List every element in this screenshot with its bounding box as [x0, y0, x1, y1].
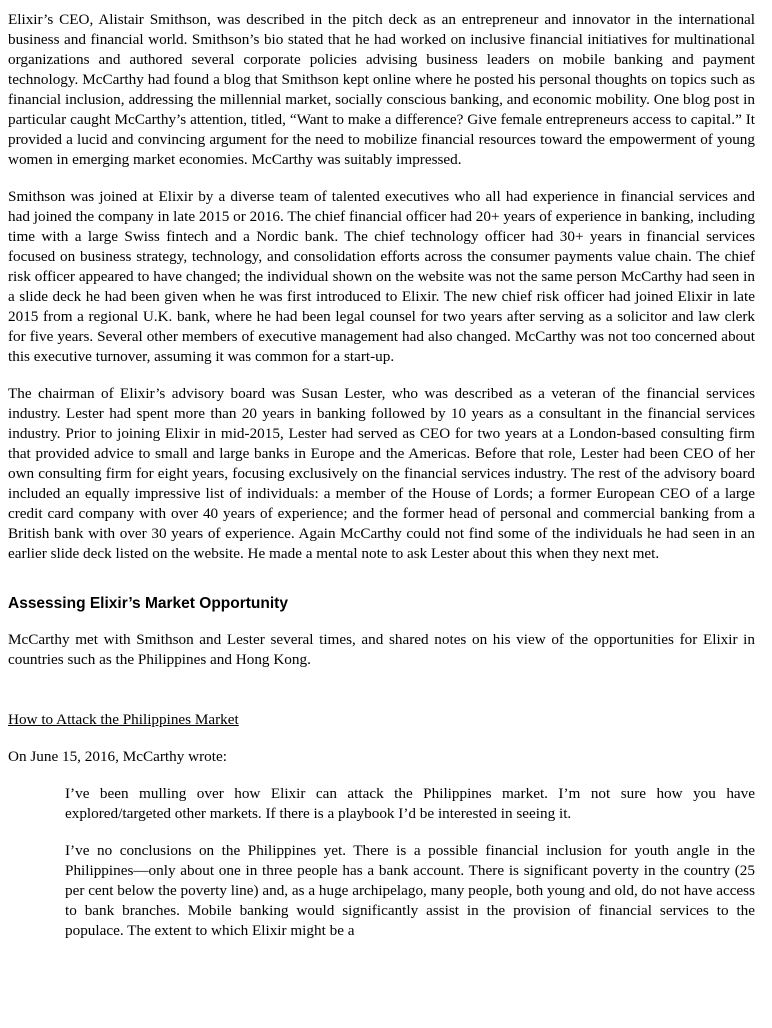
document-page — [8, 10, 755, 958]
section-intro-paragraph: McCarthy met with Smithson and Lester several times, and shared notes on his view of the opportunities for Elixir in countries such as the Philippines and Hong Kong. — [8, 631, 755, 668]
quoted-paragraph: I’ve been mulling over how Elixir can attack the Philippines market. I’m not sure how you have explored/targeted other markets. If there is a playbook I’d be interested in seeing it. — [65, 785, 755, 822]
paragraph-ceo-bio: Elixir’s CEO, Alistair Smithson, was described in the pitch deck as an entrepreneur and innovator in the international business and financial world. Smithson’s bio stated that he had worked on inclusive financial initiatives for multinational organizations and authored several corporate policies advising business leaders on mobile banking and payment technology. McCarthy had found a blog that Smithson kept online where he posted his personal thoughts on topics such as financial inclusion, addressing the millennial market, socially conscious banking, and economic mobility. One blog post in particular caught McCarthy’s attention, titled, “Want to make a difference? Give female entrepreneurs access to capital.” It provided a lucid and convincing argument for the need to mobilize financial resources toward the empowerment of young women in emerging market economies. McCarthy was suitably impressed. — [8, 11, 755, 168]
dateline: On June 15, 2016, McCarthy wrote: — [8, 748, 227, 765]
subsection-heading: How to Attack the Philippines Market — [8, 711, 239, 728]
paragraph-advisory-board: The chairman of Elixir’s advisory board was Susan Lester, who was described as a veteran of the financial services industry. Lester had spent more than 20 years in banking followed by 10 years as a consultant in the financial services industry. Prior to joining Elixir in mid-2015, Lester had served as CEO for two years at a London-based consulting firm that provided advice to small and large banks in Europe and the Americas. Before that role, Lester had been CEO of her own consulting firm for eight years, focusing exclusively on the financial services industry. The rest of the advisory board included an equally impressive list of individuals: a member of the House of Lords; a former European CEO of a large credit card company with over 40 years of experience; and the former head of personal and commercial banking from a British bank with over 30 years of experience. Again McCarthy could not find some of the individuals he had seen in an earlier slide deck listed on the website. He made a mental note to ask Lester about this when they next met. — [8, 385, 755, 562]
paragraph-executive-team: Smithson was joined at Elixir by a diverse team of talented executives who all had experience in financial services and had joined the company in late 2015 or 2016. The chief financial officer had 20+ years of experience in banking, including time with a large Swiss fintech and a Nordic bank. The chief technology officer had 30+ years in financial services focused on business strategy, technology, and consolidation efforts across the consumer payments value chain. The chief risk officer appeared to have changed; the individual shown on the website was not the same person McCarthy had seen in a slide deck he had been given when he was first introduced to Elixir. The new chief risk officer had joined Elixir in late 2015 from a regional U.K. bank, where he had been legal counsel for two years after serving as a solicitor and law clerk for five years. Several other members of executive management had also changed. McCarthy was not too concerned about this executive turnover, assuming it was common for a start-up. — [8, 188, 755, 365]
section-heading: Assessing Elixir’s Market Opportunity — [8, 595, 288, 612]
quoted-paragraph: I’ve no conclusions on the Philippines yet. There is a possible financial inclusion for youth angle in the Philippines—only about one in three people has a bank account. There is significant poverty in the country (25 per cent below the poverty line) and, as a huge archipelago, many people, both young and old, do not have access to bank branches. Mobile banking would significantly assist in the provision of financial services to the populace. The extent to which Elixir might be a — [65, 842, 755, 939]
